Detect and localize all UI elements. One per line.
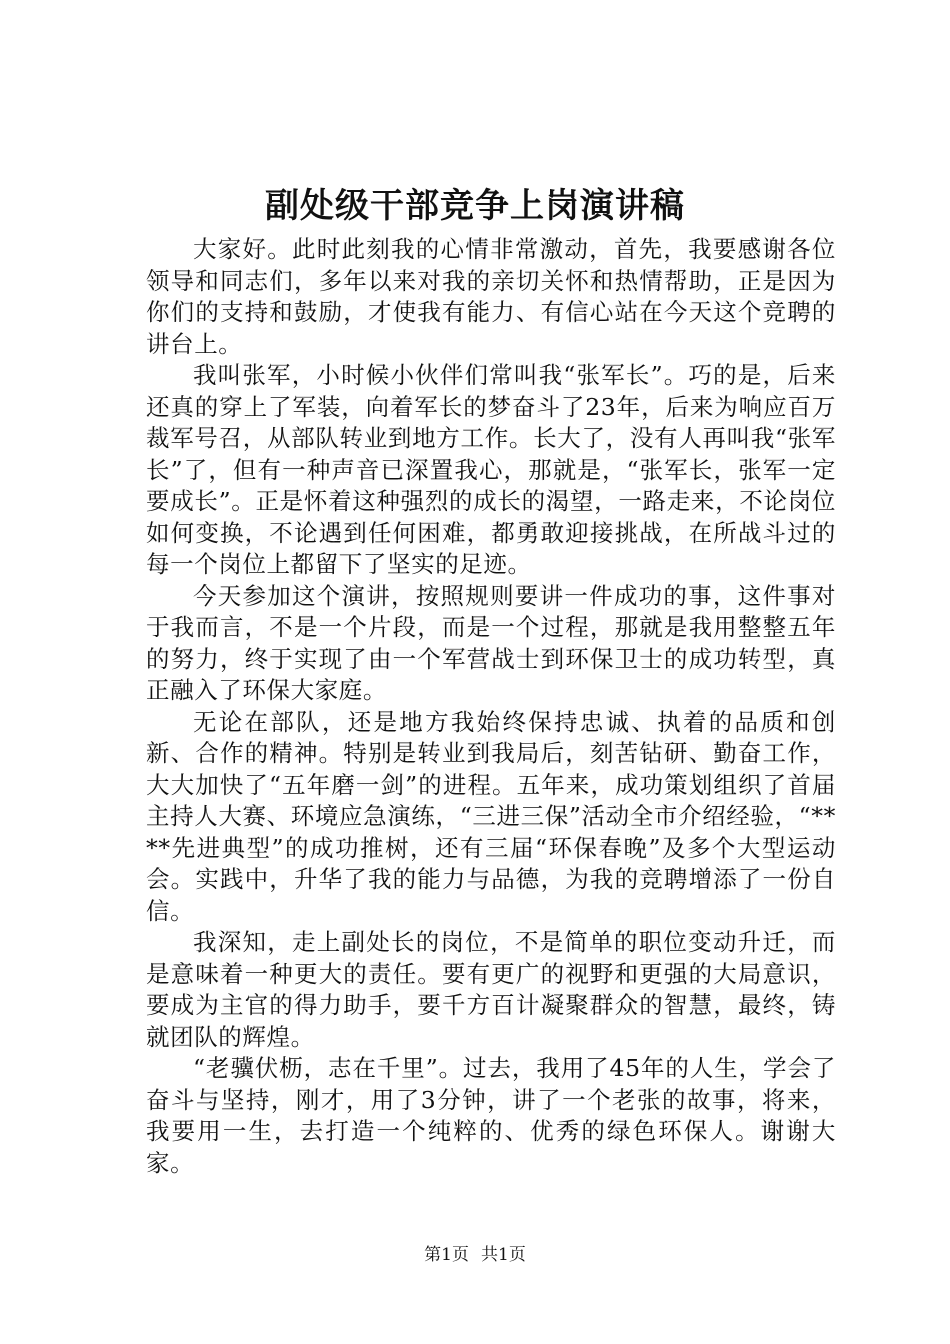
paragraph-responsibility: 我深知，走上副处长的岗位，不是简单的职位变动升迁，而是意味着一种更大的责任。要有更广的视野和更强的大局意识，要成为主官的得力助手，要千方百计凝聚群众的智慧，最终，铸就团队的辉煌。 [146, 928, 836, 1051]
paragraph-greeting: 大家好。此时此刻我的心情非常激动，首先，我要感谢各位领导和同志们，多年以来对我的亲切关怀和热情帮助，正是因为你们的支持和鼓励，才使我有能力、有信心站在今天这个竞聘的讲台上。 [146, 235, 836, 358]
paragraph-introduction: 我叫张军，小时候小伙伴们常叫我“张军长”。巧的是，后来还真的穿上了军装，向着军长的梦奋斗了23年，后来为响应百万裁军号召，从部队转业到地方工作。长大了，没有人再叫我“张军长”了，但有一种声音已深置我心，那就是，“张军长，张军一定要成长”。正是怀着这种强烈的成长的渴望，一路走来，不论岗位如何变换，不论遇到任何困难，都勇敢迎接挑战，在所战斗过的每一个岗位上都留下了坚实的足迹。 [146, 361, 836, 578]
paragraph-success-story: 今天参加这个演讲，按照规则要讲一件成功的事，这件事对于我而言，不是一个片段，而是一个过程，那就是我用整整五年的努力，终于实现了由一个军营战士到环保卫士的成功转型，真正融入了环保大家庭。 [146, 581, 836, 704]
paragraph-closing: “老骥伏枥，志在千里”。过去，我用了45年的人生，学会了奋斗与坚持，刚才，用了3分钟，讲了一个老张的故事，将来，我要用一生，去打造一个纯粹的、优秀的绿色环保人。谢谢大家。 [146, 1054, 836, 1177]
document-title: 副处级干部竞争上岗演讲稿 [265, 186, 685, 226]
paragraph-achievements: 无论在部队，还是地方我始终保持忠诚、执着的品质和创新、合作的精神。特别是转业到我局后，刻苦钻研、勤奋工作，大大加快了“五年磨一剑”的进程。五年来，成功策划组织了首届主持人大赛、环境应急演练，“三进三保”活动全市介绍经验，“****先进典型”的成功推树，还有三届“环保春晚”及多个大型运动会。实践中，升华了我的能力与品德，为我的竞聘增添了一份自信。 [146, 707, 836, 925]
page-total: 共1页 [481, 1245, 526, 1265]
page-footer [0, 1243, 950, 1267]
page-number: 第1页 [424, 1245, 469, 1265]
document-body [146, 234, 836, 1179]
